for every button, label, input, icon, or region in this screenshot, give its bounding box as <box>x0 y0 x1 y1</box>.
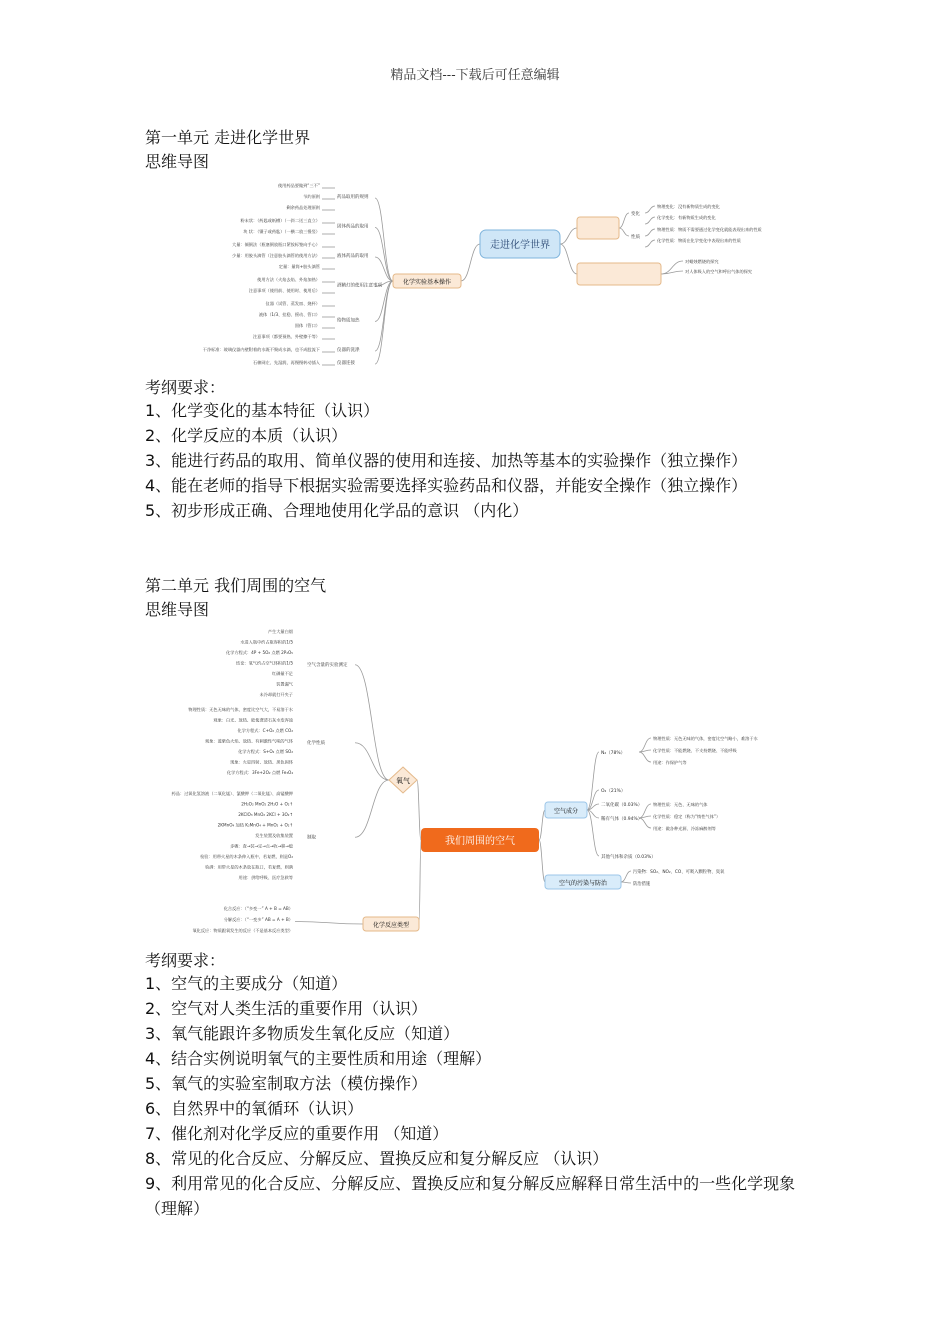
mindmap-connector <box>375 228 393 282</box>
mindmap-leaf-text: 干净标准：玻璃仪器内壁附着的水既不聚成水滴，也不成股流下 <box>202 347 320 352</box>
unit1-root-text: 走进化学世界 <box>490 240 550 251</box>
unit1-title: 第一单元 走进化学世界 <box>145 128 311 147</box>
requirement-item: 1、空气的主要成分（知道） <box>145 974 348 993</box>
mindmap-group-label: 药品取用的规则 <box>337 195 369 200</box>
mindmap-leaf-text: 物理性质：无色无味的气体，密度比空气大，不易溶于水 <box>188 707 293 712</box>
mindmap-leaf-text: 验满：用带火星的木条放在瓶口，若复燃，则满 <box>205 864 293 870</box>
mindmap-connector <box>355 743 389 780</box>
mindmap-leaf-text: 氧化反应：物质跟氧发生的反应（不是基本反应类型） <box>192 928 293 933</box>
mindmap-connector <box>461 244 480 281</box>
pollution-text: 空气的污染与防治 <box>558 880 608 887</box>
unit1-requirements <box>145 398 815 523</box>
mindmap-connector <box>539 840 545 882</box>
mindmap-leaf-text: 固体（管口） <box>294 323 320 328</box>
mindmap-leaf-text: 定量：量筒+胶头滴管 <box>278 264 320 269</box>
mindmap-leaf-text: 红磷量不足 <box>272 671 293 676</box>
mindmap-connector <box>375 281 393 364</box>
unit1-right-node-2 <box>577 263 661 285</box>
requirement-item: 3、氧气能跟许多物质发生氧化反应（知道） <box>145 1024 460 1043</box>
mindmap-leaf-text: 观象：蓝紫色火焰、放热、有刺激性气味的气体 <box>205 738 293 744</box>
mindmap-leaf-text: 液体（1/3、挂稳、摇动、管口） <box>258 312 320 317</box>
mindmap-connector <box>645 206 655 213</box>
mindmap-leaf-text: 水进入瓶中约占瓶容积的1/5 <box>240 639 293 645</box>
requirement-item: 6、自然界中的氧循环（认识） <box>145 1099 364 1118</box>
requirement-item: 5、氧气的实验室制取方法（模仿操作） <box>145 1074 428 1093</box>
mindmap-group-label: 其他气体和杂质（0.03%） <box>601 855 656 860</box>
mindmap-connector <box>417 780 421 840</box>
mindmap-leaf-text: 化学性质：不能燃烧、不支持燃烧、不能呼吸 <box>653 748 737 753</box>
mindmap-connector <box>645 229 655 236</box>
mindmap-leaf-text: 物理性质：物质不需要通过化学变化就能表现出来的性质 <box>657 227 762 232</box>
mindmap-leaf-text: 大量：倾倒法（瓶塞倒放瓶口紧挨标签向手心） <box>232 242 320 247</box>
mindmap-leaf-text: 使用方法（火焰去焰、外焰加热） <box>257 277 320 282</box>
mindmap-group-label: N₂（78%） <box>601 751 626 756</box>
mindmap-connector <box>645 240 655 247</box>
mindmap-leaf-text: 用途：供给呼吸、医疗急救等 <box>238 875 293 880</box>
mindmap-leaf-text: 未冷却就打开夹子 <box>259 692 293 697</box>
mindmap-leaf-text: 对人体吸入的空气和呼出气体的探究 <box>685 269 753 274</box>
mindmap-leaf-text: 2H₂O₂ MnO₂ 2H₂O + O₂↑ <box>241 801 293 807</box>
mindmap-group-label: 酒精灯的使用注意事项 <box>337 283 382 289</box>
mindmap-group-label: 空气含量的实验测定 <box>307 662 348 668</box>
mindmap-leaf-text: 化学性质：物质在化学变化中表现出来的性质 <box>657 238 741 243</box>
mindmap-connector <box>560 244 577 274</box>
mindmap-leaf-text: 装置漏气 <box>276 681 293 687</box>
mindmap-leaf-text: 用途：作保护气等 <box>653 760 687 765</box>
unit2-root-text: 我们周围的空气 <box>445 836 515 847</box>
requirement-item: 2、空气对人类生活的重要作用（认识） <box>145 999 428 1018</box>
mindmap-leaf-text: 节约原则 <box>303 194 320 199</box>
mindmap-leaf-text: 发生装置及收集装置 <box>255 833 293 838</box>
unit2-requirements <box>145 971 815 1221</box>
mindmap-leaf-text: 观象：白光、放热、能使澄清石灰水变浑浊 <box>213 717 293 723</box>
mindmap-leaf-text: 检验：用带火星的木条伸入瓶中，若复燃，则是O₂ <box>200 854 293 859</box>
mindmap-group-label: 固体药品的取用 <box>337 224 369 230</box>
mindmap-group-label: 性质 <box>631 235 640 240</box>
mindmap-leaf-text: 石棉网左、先湿润，再慢慢转动插入 <box>252 360 320 365</box>
mindmap-connector <box>560 228 577 244</box>
mindmap-leaf-text: 注意事项（都要预热、外壁擦干等） <box>252 334 320 339</box>
requirement-item: 3、能进行药品的取用、简单仪器的使用和连接、加热等基本的实验操作（独立操作） <box>145 451 748 470</box>
mindmap-leaf-text: 粉末状：（药匙或纸槽）（一斜二送三直立） <box>240 218 320 223</box>
mindmap-leaf-text: 产生大量白烟 <box>267 629 293 634</box>
mindmap-leaf-text: 物理变化：没有新物质生成的变化 <box>657 204 720 209</box>
mindmap-connector <box>619 213 629 228</box>
unit2-req-label: 考纲要求： <box>145 951 226 970</box>
requirement-item: 9、利用常见的化合反应、分解反应、置换反应和复分解反应解释日常生活中的一些化学现象 （理解） <box>145 1174 796 1218</box>
mindmap-leaf-text: 结论：氧气约占空气体积的1/5 <box>236 660 293 666</box>
mindmap-leaf-text: 对蜡烛燃烧的探究 <box>685 259 719 264</box>
mindmap-connector <box>621 871 631 882</box>
mindmap-group-label: 二氧化碳（0.03%） <box>601 803 643 808</box>
mindmap-leaf-text: 剩余药品处理原则 <box>286 205 320 210</box>
requirement-item: 2、化学反应的本质（认识） <box>145 426 348 445</box>
mindmap-leaf-text: 化学方程式：3Fe+2O₂ 点燃 Fe₃O₄ <box>226 770 293 775</box>
mindmap-group-label: 稀有气体（0.94%） <box>601 817 643 822</box>
mindmap-leaf-text: 仪器（试管、蒸发皿、烧杯） <box>265 301 320 306</box>
mindmap-connector <box>539 810 545 840</box>
mindmap-leaf-text: 分解反应：（“一变多” AB = A + B） <box>223 917 293 922</box>
mindmap-connector <box>587 810 599 856</box>
mindmap-connector <box>661 261 683 274</box>
unit1-right-node-1 <box>577 217 619 239</box>
mindmap-leaf-text: 使用药品要做到“三不” <box>277 183 320 188</box>
mindmap-connector <box>639 752 651 762</box>
requirement-item: 7、催化剂对化学反应的重要作用 （知道） <box>145 1124 449 1143</box>
unit2-mindmap-label: 思维导图 <box>145 600 210 619</box>
mindmap-group-label: 仪器的洗涤 <box>337 348 360 353</box>
mindmap-group-label: 给物质加热 <box>337 318 360 324</box>
mindmap-leaf-text: 药品：过氧化氢溶液（二氧化锰）、氯酸钾（二氧化锰）、高锰酸钾 <box>171 791 293 796</box>
unit2-title: 第二单元 我们周围的空气 <box>145 576 327 595</box>
mindmap-connector <box>295 922 363 925</box>
requirement-item: 4、能在老师的指导下根据实验需要选择实验药品和仪器，并能安全操作（独立操作） <box>145 476 748 495</box>
mindmap-connector <box>375 281 393 351</box>
mindmap-leaf-text: 少量：用胶头滴管（注意胶头滴管的使用方法） <box>232 253 320 258</box>
mindmap-connector <box>621 882 631 883</box>
mindmap-group-label: 制取 <box>307 835 316 841</box>
mindmap-leaf-text: 用途：做各种光源、冷冻麻醉剂等 <box>653 826 716 831</box>
mindmap-connector <box>355 665 389 780</box>
page-header: 精品文档---下载后可任意编辑 <box>390 68 560 83</box>
requirement-item: 4、结合实例说明氧气的主要性质和用途（理解） <box>145 1049 492 1068</box>
mindmap-group-label: 仪器连接 <box>337 361 355 366</box>
reaction-type-text: 化学反应类型 <box>372 922 410 929</box>
mindmap-connector <box>661 271 683 274</box>
unit1-mindmap-label: 思维导图 <box>145 152 210 171</box>
mindmap-group-label: 变化 <box>631 212 640 217</box>
mindmap-leaf-text: 化学性质：稳定（称为“惰性气体”） <box>653 814 721 819</box>
mindmap-leaf-text: 2KMnO₄ 加热 K₂MnO₄ + MnO₂ + O₂↑ <box>217 822 293 828</box>
requirement-item: 8、常见的化合反应、分解反应、置换反应和复分解反应 （认识） <box>145 1149 609 1168</box>
mindmap-connector <box>355 780 389 837</box>
mindmap-leaf-text: 块 状：（镊子或药匙）（一横二放三慢竖） <box>243 229 320 234</box>
unit1-mindmap <box>145 177 795 367</box>
unit2-mindmap <box>145 625 805 940</box>
unit1-branch-text: 化学实验基本操作 <box>402 279 452 286</box>
mindmap-leaf-text: 2KClO₃ MnO₂ 2KCl + 3O₂↑ <box>238 812 293 817</box>
mindmap-leaf-text: 化学方程式：S+O₂ 点燃 SO₂ <box>238 749 293 754</box>
mindmap-group-label: 化学性质 <box>307 740 325 746</box>
mindmap-leaf-text: 化学变化：有新物质生成的变化 <box>657 215 716 220</box>
mindmap-leaf-text: 注意事项（使用前、使用时、使用后） <box>248 288 320 293</box>
mindmap-connector <box>419 840 421 924</box>
composition-text: 空气成分 <box>553 808 579 815</box>
mindmap-group-label: 液体药品的取用 <box>337 254 369 259</box>
mindmap-leaf-text: 防治措施 <box>633 882 651 887</box>
unit1-req-label: 考纲要求： <box>145 378 226 397</box>
mindmap-leaf-text: 化合反应：（“多变一” A + B = AB） <box>223 906 293 911</box>
mindmap-leaf-text: 步骤：查→装→定→点→收→移→熄 <box>230 843 293 849</box>
requirement-item: 5、初步形成正确、合理地使用化学品的意识 （内化） <box>145 501 529 520</box>
mindmap-connector <box>619 228 629 236</box>
oxygen-text: 氧气 <box>396 777 410 785</box>
mindmap-leaf-text: 物理性质：无色、无味的气体 <box>653 802 708 807</box>
requirement-item: 1、化学变化的基本特征（认识） <box>145 401 380 420</box>
mindmap-leaf-text: 化学方程式：4P + 5O₂ 点燃 2P₂O₅ <box>225 650 293 655</box>
mindmap-leaf-text: 化学方程式：C+O₂ 点燃 CO₂ <box>237 728 293 733</box>
mindmap-leaf-text: 现象：火星四射、放热、黑色固体 <box>230 759 293 765</box>
mindmap-connector <box>645 217 655 224</box>
mindmap-leaf-text: 物理性质：无色无味的气体，密度比空气略小，难溶于水 <box>653 736 758 741</box>
mindmap-leaf-text: 污染物：SO₂、NO₂、CO、可吸入颗粒物、臭氧 <box>633 870 725 875</box>
mindmap-group-label: O₂（21%） <box>601 789 626 794</box>
